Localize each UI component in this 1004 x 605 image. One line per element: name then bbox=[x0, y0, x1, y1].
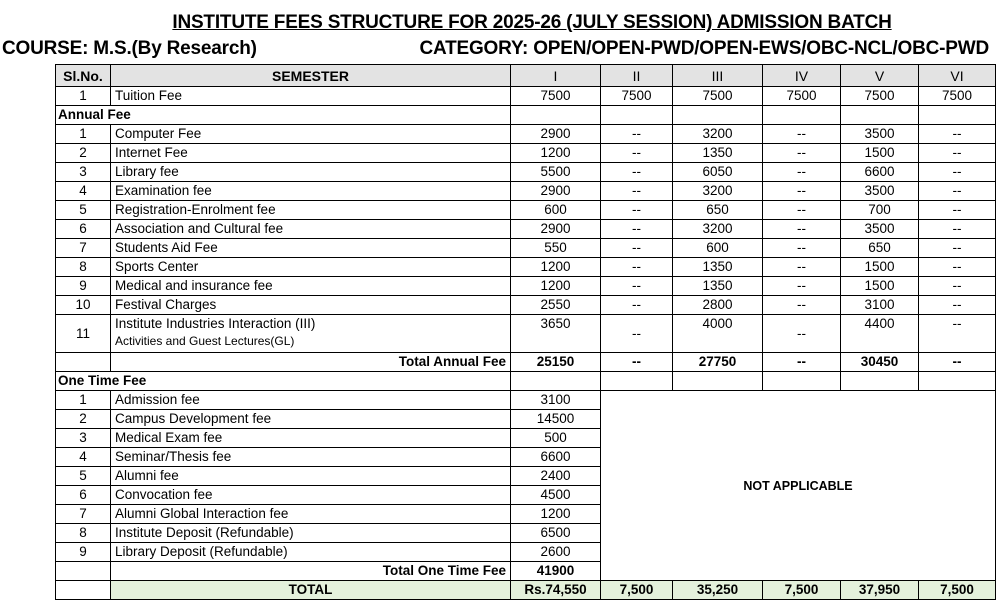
one-time-fee-section-row bbox=[56, 372, 996, 391]
sem-1-value: 2900 bbox=[511, 220, 601, 239]
sem-4-total: -- bbox=[763, 353, 841, 372]
row-label: Festival Charges bbox=[111, 296, 511, 315]
sem-3-value: 4000 bbox=[673, 315, 763, 353]
sem-6-value: -- bbox=[919, 239, 996, 258]
sem-4-value: -- bbox=[763, 201, 841, 220]
row-label: Medical Exam fee bbox=[111, 429, 511, 448]
header-sem-2: II bbox=[601, 65, 673, 87]
header-sem-5: V bbox=[841, 65, 919, 87]
row-number: 9 bbox=[56, 277, 111, 296]
row-number: 3 bbox=[56, 163, 111, 182]
annual-fee-row bbox=[56, 163, 996, 182]
total-annual-fee-label: Total Annual Fee bbox=[111, 353, 511, 372]
sem-1-value: 4500 bbox=[511, 486, 601, 505]
sem-6-value: -- bbox=[919, 220, 996, 239]
sem-6-value: -- bbox=[919, 201, 996, 220]
row-number: 4 bbox=[56, 182, 111, 201]
sem-2-value: 7500 bbox=[601, 87, 673, 106]
row-label: Students Aid Fee bbox=[111, 239, 511, 258]
row-label: Medical and insurance fee bbox=[111, 277, 511, 296]
sem-1-value: 600 bbox=[511, 201, 601, 220]
header-sem-1: I bbox=[511, 65, 601, 87]
sem-5-value: 3500 bbox=[841, 182, 919, 201]
header-sem-4: IV bbox=[763, 65, 841, 87]
annual-fee-row bbox=[56, 277, 996, 296]
sem-6-value: -- bbox=[919, 144, 996, 163]
header-semester: SEMESTER bbox=[111, 65, 511, 87]
row-number: 2 bbox=[56, 144, 111, 163]
sem-4-value: 7500 bbox=[763, 87, 841, 106]
row-label: Admission fee bbox=[111, 391, 511, 410]
empty-cell bbox=[919, 372, 996, 391]
header-sem-3: III bbox=[673, 65, 763, 87]
sem-3-value: 1350 bbox=[673, 144, 763, 163]
empty-cell bbox=[673, 106, 763, 125]
row-number: 7 bbox=[56, 239, 111, 258]
one-time-fee-row bbox=[56, 391, 996, 410]
grand-total-row bbox=[56, 581, 996, 600]
sem-1-value: 1200 bbox=[511, 277, 601, 296]
total-one-time-fee-label: Total One Time Fee bbox=[111, 562, 511, 581]
empty-cell bbox=[673, 372, 763, 391]
sem-3-value: 3200 bbox=[673, 182, 763, 201]
sem-2-value: -- bbox=[601, 163, 673, 182]
sem-3-value: 650 bbox=[673, 201, 763, 220]
annual-fee-row bbox=[56, 258, 996, 277]
annual-fee-row bbox=[56, 220, 996, 239]
one-time-fee-section-label: One Time Fee bbox=[56, 372, 511, 391]
tuition-row bbox=[56, 87, 996, 106]
annual-fee-row bbox=[56, 125, 996, 144]
sem-4-value: -- bbox=[763, 315, 841, 353]
empty-cell bbox=[601, 106, 673, 125]
sem-1-value: 550 bbox=[511, 239, 601, 258]
empty-cell bbox=[763, 106, 841, 125]
row-label: Computer Fee bbox=[111, 125, 511, 144]
sem-1-total: 25150 bbox=[511, 353, 601, 372]
sem-5-value: 1500 bbox=[841, 258, 919, 277]
annual-fee-row bbox=[56, 201, 996, 220]
sem-2-total: -- bbox=[601, 353, 673, 372]
sem-5-value: 7500 bbox=[841, 87, 919, 106]
sem-3-value: 3200 bbox=[673, 125, 763, 144]
sem-2-value: -- bbox=[601, 201, 673, 220]
total-one-time-fee-value: 41900 bbox=[511, 562, 601, 581]
sem-2-value: -- bbox=[601, 239, 673, 258]
sem-3-value: 3200 bbox=[673, 220, 763, 239]
row-label: Internet Fee bbox=[111, 144, 511, 163]
sem-5-value: 6600 bbox=[841, 163, 919, 182]
sem-6-total: -- bbox=[919, 353, 996, 372]
sem-6-value: -- bbox=[919, 258, 996, 277]
sem-5-grand-total: 37,950 bbox=[841, 581, 919, 600]
row-label: Alumni fee bbox=[111, 467, 511, 486]
sem-1-value: 3100 bbox=[511, 391, 601, 410]
sem-4-value: -- bbox=[763, 296, 841, 315]
sem-2-value: -- bbox=[601, 125, 673, 144]
sem-6-grand-total: 7,500 bbox=[919, 581, 996, 600]
sem-1-value: 14500 bbox=[511, 410, 601, 429]
sem-5-value: 3500 bbox=[841, 220, 919, 239]
row-number: 2 bbox=[56, 410, 111, 429]
sem-1-value: 3650 bbox=[511, 315, 601, 353]
row-number: 5 bbox=[56, 467, 111, 486]
sem-4-value: -- bbox=[763, 163, 841, 182]
sem-1-value: 7500 bbox=[511, 87, 601, 106]
annual-fee-row bbox=[56, 239, 996, 258]
document-title: INSTITUTE FEES STRUCTURE FOR 2025-26 (JULY SESSION) ADMISSION BATCH bbox=[172, 12, 892, 33]
sem-2-value: -- bbox=[601, 296, 673, 315]
sem-3-value: 600 bbox=[673, 239, 763, 258]
sem-3-grand-total: 35,250 bbox=[673, 581, 763, 600]
sem-4-value: -- bbox=[763, 277, 841, 296]
row-label: Seminar/Thesis fee bbox=[111, 448, 511, 467]
sem-4-value: -- bbox=[763, 220, 841, 239]
row-label bbox=[111, 315, 511, 353]
sem-1-value: 2600 bbox=[511, 543, 601, 562]
row-label: Library fee bbox=[111, 163, 511, 182]
sem-1-value: 2400 bbox=[511, 467, 601, 486]
sem-6-value: -- bbox=[919, 315, 996, 353]
row-label: Tuition Fee bbox=[111, 87, 511, 106]
sem-1-value: 500 bbox=[511, 429, 601, 448]
sem-1-value: 5500 bbox=[511, 163, 601, 182]
empty-cell bbox=[841, 372, 919, 391]
not-applicable-cell: NOT APPLICABLE bbox=[601, 391, 996, 581]
row-number: 10 bbox=[56, 296, 111, 315]
row-number: 8 bbox=[56, 524, 111, 543]
sem-4-grand-total: 7,500 bbox=[763, 581, 841, 600]
sem-2-value: -- bbox=[601, 182, 673, 201]
row-label-line-1: Institute Industries Interaction (III) bbox=[115, 316, 316, 331]
annual-fee-row bbox=[56, 296, 996, 315]
sem-3-value: 7500 bbox=[673, 87, 763, 106]
header-sem-6: VI bbox=[919, 65, 996, 87]
empty-cell bbox=[511, 372, 601, 391]
fees-table bbox=[55, 64, 996, 600]
sem-5-value: 4400 bbox=[841, 315, 919, 353]
sem-2-value: -- bbox=[601, 220, 673, 239]
annual-fee-row bbox=[56, 315, 996, 353]
course-label: COURSE: M.S.(By Research) bbox=[2, 38, 257, 59]
row-number: 7 bbox=[56, 505, 111, 524]
grand-total-label: TOTAL bbox=[111, 581, 511, 600]
sem-4-value: -- bbox=[763, 125, 841, 144]
row-label: Institute Deposit (Refundable) bbox=[111, 524, 511, 543]
header-slno: Sl.No. bbox=[56, 65, 111, 87]
sem-6-value: 7500 bbox=[919, 87, 996, 106]
total-annual-fee-row bbox=[56, 353, 996, 372]
sem-3-total: 27750 bbox=[673, 353, 763, 372]
sem-4-value: -- bbox=[763, 258, 841, 277]
sem-1-value: 2900 bbox=[511, 182, 601, 201]
row-number: 9 bbox=[56, 543, 111, 562]
sem-5-value: 650 bbox=[841, 239, 919, 258]
empty-cell bbox=[56, 562, 111, 581]
sem-2-value: -- bbox=[601, 315, 673, 353]
empty-cell bbox=[601, 372, 673, 391]
row-number: 5 bbox=[56, 201, 111, 220]
empty-cell bbox=[919, 106, 996, 125]
sem-2-value: -- bbox=[601, 144, 673, 163]
sem-1-value: 6500 bbox=[511, 524, 601, 543]
annual-fee-section-label: Annual Fee bbox=[56, 106, 511, 125]
sem-1-value: 6600 bbox=[511, 448, 601, 467]
row-label: Convocation fee bbox=[111, 486, 511, 505]
sem-6-value: -- bbox=[919, 296, 996, 315]
sem-1-grand-total: Rs.74,550 bbox=[511, 581, 601, 600]
sem-1-value: 2900 bbox=[511, 125, 601, 144]
annual-fee-section-row bbox=[56, 106, 996, 125]
annual-fee-row bbox=[56, 144, 996, 163]
row-label: Association and Cultural fee bbox=[111, 220, 511, 239]
row-number: 1 bbox=[56, 87, 111, 106]
sem-1-value: 1200 bbox=[511, 258, 601, 277]
empty-cell bbox=[56, 581, 111, 600]
row-label: Alumni Global Interaction fee bbox=[111, 505, 511, 524]
sem-4-value: -- bbox=[763, 182, 841, 201]
row-label: Sports Center bbox=[111, 258, 511, 277]
sem-3-value: 1350 bbox=[673, 277, 763, 296]
row-label: Library Deposit (Refundable) bbox=[111, 543, 511, 562]
annual-fee-row bbox=[56, 182, 996, 201]
sem-6-value: -- bbox=[919, 125, 996, 144]
sem-6-value: -- bbox=[919, 163, 996, 182]
empty-cell bbox=[56, 353, 111, 372]
row-label: Examination fee bbox=[111, 182, 511, 201]
empty-cell bbox=[841, 106, 919, 125]
sem-2-value: -- bbox=[601, 277, 673, 296]
sem-1-value: 2550 bbox=[511, 296, 601, 315]
sem-5-total: 30450 bbox=[841, 353, 919, 372]
row-label-line-2: Activities and Guest Lectures(GL) bbox=[115, 334, 295, 348]
row-label: Registration-Enrolment fee bbox=[111, 201, 511, 220]
row-number: 6 bbox=[56, 486, 111, 505]
sem-5-value: 3500 bbox=[841, 125, 919, 144]
sem-5-value: 1500 bbox=[841, 144, 919, 163]
sem-1-value: 1200 bbox=[511, 144, 601, 163]
row-number: 8 bbox=[56, 258, 111, 277]
sem-6-value: -- bbox=[919, 277, 996, 296]
sem-5-value: 3100 bbox=[841, 296, 919, 315]
sem-4-value: -- bbox=[763, 239, 841, 258]
row-number: 4 bbox=[56, 448, 111, 467]
sem-1-value: 1200 bbox=[511, 505, 601, 524]
row-number: 1 bbox=[56, 391, 111, 410]
sem-3-value: 2800 bbox=[673, 296, 763, 315]
header-row bbox=[56, 65, 996, 87]
sem-2-grand-total: 7,500 bbox=[601, 581, 673, 600]
sem-3-value: 1350 bbox=[673, 258, 763, 277]
row-label: Campus Development fee bbox=[111, 410, 511, 429]
category-label: CATEGORY: OPEN/OPEN-PWD/OPEN-EWS/OBC-NCL/OBC-PWD bbox=[419, 38, 989, 59]
sem-3-value: 6050 bbox=[673, 163, 763, 182]
empty-cell bbox=[763, 372, 841, 391]
row-number: 11 bbox=[56, 315, 111, 353]
row-number: 6 bbox=[56, 220, 111, 239]
sem-4-value: -- bbox=[763, 144, 841, 163]
row-number: 1 bbox=[56, 125, 111, 144]
empty-cell bbox=[511, 106, 601, 125]
sem-5-value: 1500 bbox=[841, 277, 919, 296]
sem-5-value: 700 bbox=[841, 201, 919, 220]
row-number: 3 bbox=[56, 429, 111, 448]
sem-6-value: -- bbox=[919, 182, 996, 201]
sem-2-value: -- bbox=[601, 258, 673, 277]
